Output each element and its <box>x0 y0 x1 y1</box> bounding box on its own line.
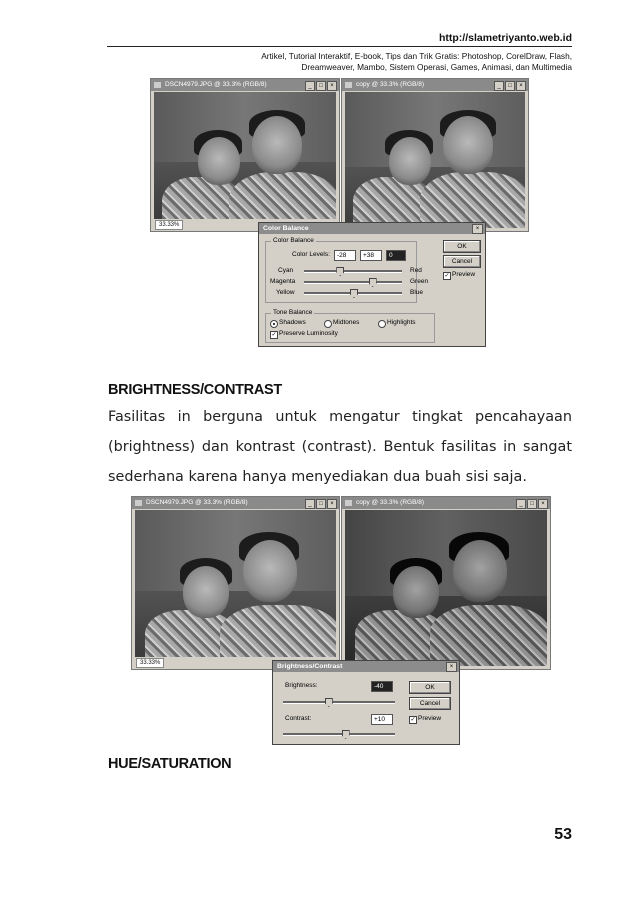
slider-right-label: Red <box>410 267 422 274</box>
brightness-label: Brightness: <box>285 682 318 689</box>
section-heading: HUE/SATURATION <box>108 756 232 772</box>
cancel-button[interactable]: Cancel <box>443 255 481 268</box>
photo-two-boys <box>345 510 547 666</box>
preview-checkbox[interactable]: ✓ <box>444 273 450 279</box>
contrast-field[interactable]: +10 <box>371 714 393 725</box>
ok-button[interactable]: OK <box>409 681 451 694</box>
photo-two-boys <box>135 510 336 657</box>
close-icon[interactable]: × <box>538 499 548 509</box>
preserve-luminosity-checkbox[interactable]: ✓ <box>271 332 277 338</box>
maximize-icon[interactable]: □ <box>505 81 515 91</box>
midtones-radio[interactable] <box>324 320 332 328</box>
original-image-window[interactable] <box>131 496 340 670</box>
shadows-label: Shadows <box>279 319 306 326</box>
slider-thumb[interactable] <box>350 289 358 298</box>
cancel-button[interactable]: Cancel <box>409 697 451 710</box>
highlights-radio[interactable] <box>378 320 386 328</box>
photoshop-doc-icon <box>154 82 161 88</box>
maximize-icon[interactable]: □ <box>316 499 326 509</box>
photo-two-boys <box>345 92 525 228</box>
slider-thumb[interactable] <box>336 267 344 276</box>
slider-right-label: Green <box>410 278 429 285</box>
original-image-window[interactable] <box>150 78 340 232</box>
dialog-title: Color Balance <box>259 223 485 234</box>
header-description: Artikel, Tutorial Interaktif, E-book, Tips dan Trik Gratis: Photoshop, CorelDraw, Flash, Dreamweaver, Mambo, Sistem Operasi, Games, Animasi, dan Multimedia <box>261 51 572 72</box>
contrast-slider[interactable] <box>283 733 395 736</box>
close-icon[interactable]: × <box>446 662 457 672</box>
brightness-contrast-dialog <box>272 660 460 745</box>
close-icon[interactable]: × <box>472 224 483 234</box>
slider-left-label: Magenta <box>270 278 296 285</box>
maximize-icon[interactable]: □ <box>527 499 537 509</box>
preview-label: Preview <box>418 715 442 722</box>
window-title: DSCN4979.JPG @ 33.3% (RGB/8) <box>165 81 267 88</box>
slider-left-label: Cyan <box>278 267 294 274</box>
maximize-icon[interactable]: □ <box>316 81 326 91</box>
window-titlebar[interactable] <box>342 497 550 509</box>
copy-image-window[interactable] <box>341 78 529 232</box>
preserve-luminosity-label: Preserve Luminosity <box>279 330 338 337</box>
preview-checkbox[interactable]: ✓ <box>410 717 416 723</box>
photoshop-doc-icon <box>345 500 352 506</box>
window-title: copy @ 33.3% (RGB/8) <box>356 81 425 88</box>
minimize-icon[interactable]: _ <box>305 81 315 91</box>
close-icon[interactable]: × <box>327 81 337 91</box>
tone-balance-group <box>265 309 435 343</box>
photoshop-doc-icon <box>135 500 142 506</box>
brightness-field[interactable]: -40 <box>371 681 393 692</box>
cyan-red-level-field[interactable]: -28 <box>334 250 356 261</box>
slider-thumb[interactable] <box>325 698 333 707</box>
zoom-level[interactable]: 33.33% <box>155 220 183 230</box>
slider-thumb[interactable] <box>342 730 350 739</box>
magenta-green-slider[interactable] <box>304 281 402 284</box>
ok-button[interactable]: OK <box>443 240 481 253</box>
window-titlebar[interactable] <box>342 79 528 91</box>
window-titlebar[interactable] <box>132 497 339 509</box>
close-icon[interactable]: × <box>516 81 526 91</box>
window-title: DSCN4979.JPG @ 33.3% (RGB/8) <box>146 499 248 506</box>
window-title: copy @ 33.3% (RGB/8) <box>356 499 425 506</box>
zoom-level[interactable]: 33.33% <box>136 658 164 668</box>
dialog-title: Brightness/Contrast <box>273 661 459 672</box>
color-levels-label: Color Levels: <box>292 251 330 258</box>
slider-thumb[interactable] <box>369 278 377 287</box>
slider-left-label: Yellow <box>276 289 295 296</box>
cyan-red-slider[interactable] <box>304 270 402 273</box>
highlights-label: Highlights <box>387 319 416 326</box>
section-paragraph: Fasilitas in berguna untuk mengatur tingkat pencahayaan (brightness) dan kontrast (contrast). Bentuk fasilitas in sangat sederhana karena hanya menyediakan dua buah sisi saja. <box>108 409 572 485</box>
yellow-blue-slider[interactable] <box>304 292 402 295</box>
minimize-icon[interactable]: _ <box>494 81 504 91</box>
close-icon[interactable]: × <box>327 499 337 509</box>
shadows-radio[interactable] <box>270 320 278 328</box>
magenta-green-level-field[interactable]: +38 <box>360 250 382 261</box>
preview-label: Preview <box>452 271 476 278</box>
header-url: http://slametriyanto.web.id <box>438 32 572 44</box>
color-balance-dialog <box>258 222 486 347</box>
contrast-label: Contrast: <box>285 715 312 722</box>
group-label: Color Balance <box>273 237 314 244</box>
minimize-icon[interactable]: _ <box>305 499 315 509</box>
minimize-icon[interactable]: _ <box>516 499 526 509</box>
section-heading: BRIGHTNESS/CONTRAST <box>108 382 282 398</box>
window-titlebar[interactable] <box>151 79 339 91</box>
brightness-slider[interactable] <box>283 701 395 704</box>
photoshop-doc-icon <box>345 82 352 88</box>
photo-two-boys <box>154 92 336 219</box>
midtones-label: Midtones <box>333 319 360 326</box>
group-label: Tone Balance <box>273 309 313 316</box>
slider-right-label: Blue <box>410 289 424 296</box>
header-divider <box>107 46 572 47</box>
color-balance-group <box>265 237 429 303</box>
copy-image-window[interactable] <box>341 496 551 670</box>
page-number: 53 <box>554 826 572 843</box>
yellow-blue-level-field[interactable]: 0 <box>386 250 406 261</box>
